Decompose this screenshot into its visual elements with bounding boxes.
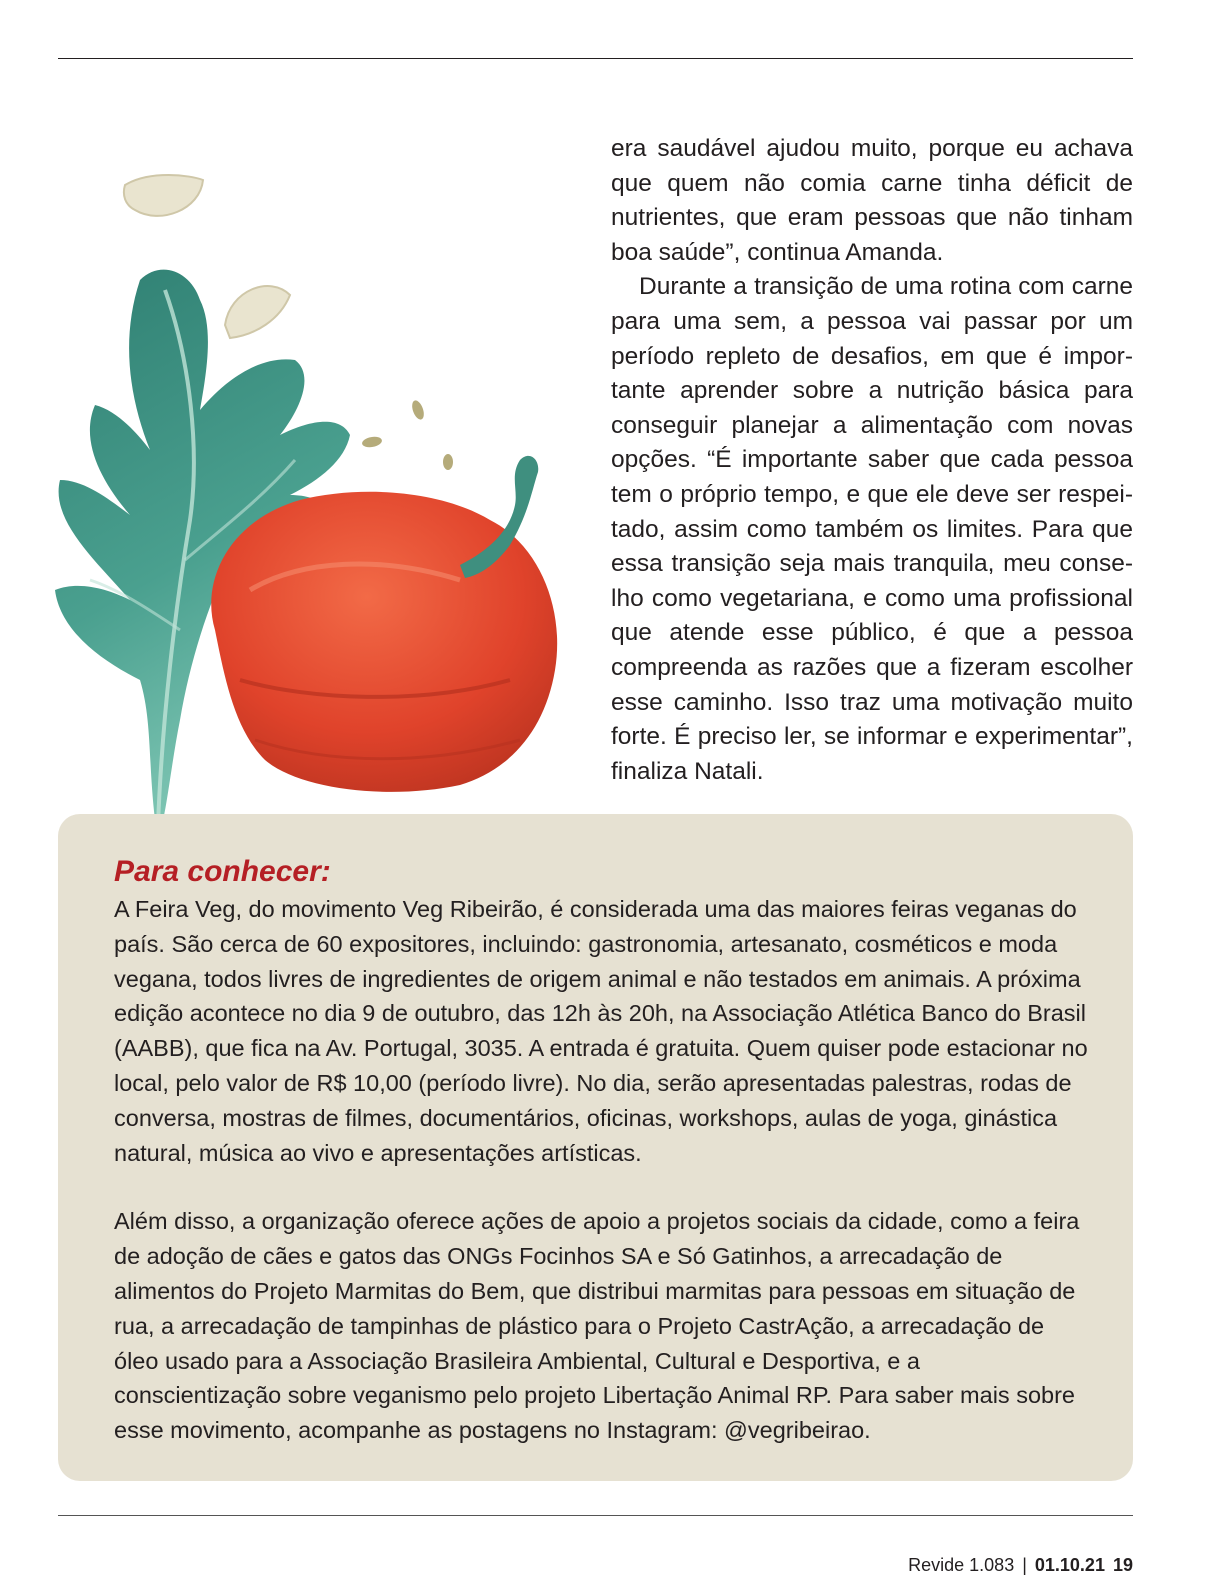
page-number: 19 <box>1112 1555 1133 1575</box>
top-rule <box>58 58 1133 59</box>
vegetables-illustration <box>40 160 580 840</box>
garlic-slice-icon <box>225 286 290 338</box>
article-body <box>611 132 1133 789</box>
article-paragraph: era saudável ajudou muito, porque eu achava que quem não comia carne tinha déficit de nutrientes, que eram pessoas que não tinham boa saúde”, continua Amanda. <box>611 135 1133 266</box>
seed-icon <box>443 454 453 470</box>
info-box-title: Para conhecer: <box>114 855 331 888</box>
page-footer <box>908 1554 1133 1576</box>
info-box-paragraph: Além disso, a organização oferece ações de apoio a projetos sociais da cidade, como a feira de adoção de cães e gatos das ONGs Focinhos SA e Só Gatinhos, a arrecadação de alimentos do Projeto Marmitas do Bem, que distribui marmitas para pessoas em situação de rua, a arrecadação de tampinhas de plástico para o Projeto CastrAção, a arrecadação de óleo usado para a Associação Brasileira Ambiental, Cultural e Desportiva, e a conscientização sobre veganismo pelo projeto Libertação Animal RP. Para saber mais sobre esse movimento, acompanhe as postagens no Instagram: @vegribeirao. <box>114 1208 1080 1444</box>
article-paragraph: Durante a transição de uma rotina com carne para uma sem, a pessoa vai passar por um período repleto de desafios, em que é importante aprender sobre a nutrição básica para conseguir planejar a alimentação com novas opções. “É importante saber que cada pessoa tem o próprio tempo, e que ele deve ser respeitado, assim como também os limites. Para que essa transição seja mais tranquila, meu conselho como vegetariana, e como uma profissional que atende esse público, é que a pessoa compreenda as razões que a fizeram escolher esse caminho. Isso traz uma motivação muito forte. É preciso ler, se informar e experimentar”, finaliza Natali. <box>611 273 1133 785</box>
seed-icon <box>410 399 426 421</box>
bottom-rule <box>58 1515 1133 1516</box>
info-box <box>58 814 1133 1481</box>
info-box-paragraph: A Feira Veg, do movimento Veg Ribeirão, é considerada uma das maiores feiras veganas do país. São cerca de 60 expositores, incluindo: gastronomia, artesanato, cosméticos e moda vegana, todos livres de ingredientes de origem animal e não testados em animais. A próxima edição acontece no dia 9 de outubro, das 12h às 20h, na Associação Atlética Banco do Brasil (AABB), que fica na Av. Portugal, 3035. A entrada é gratuita. Quem quiser pode estacionar no local, pelo valor de R$ 10,00 (período livre). No dia, serão apresentadas palestras, rodas de conversa, mostras de filmes, documentários, oficinas, workshops, aulas de yoga, ginástica natural, música ao vivo e apresentações artísticas. <box>114 896 1088 1166</box>
seed-icon <box>361 435 382 448</box>
garlic-slice-icon <box>124 175 203 216</box>
footer-separator: | <box>1022 1555 1027 1575</box>
issue-date: 01.10.21 <box>1034 1555 1105 1575</box>
publication-name: Revide 1.083 <box>908 1555 1015 1575</box>
